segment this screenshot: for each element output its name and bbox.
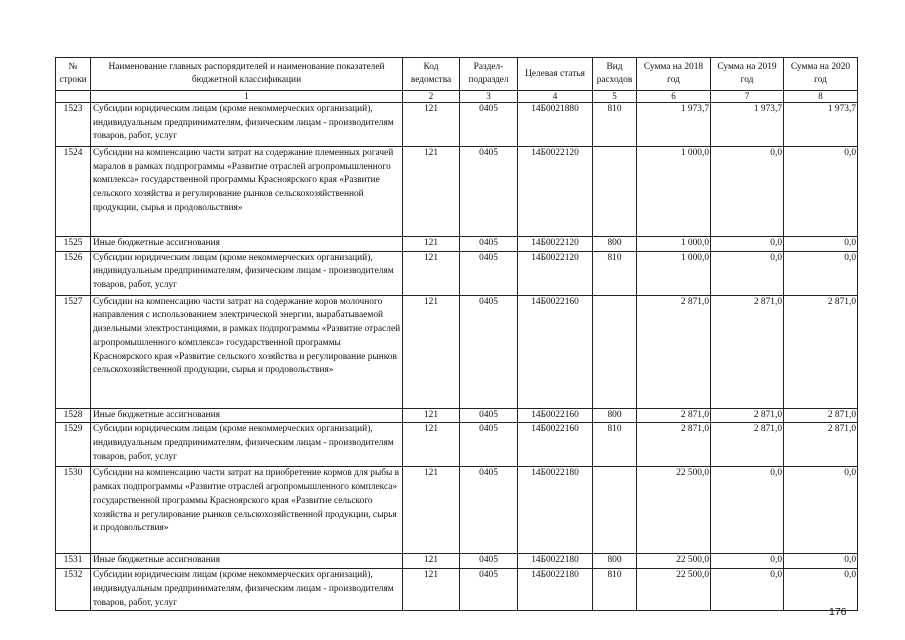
row-number-cell: 1530 xyxy=(56,467,91,554)
expense-type-cell xyxy=(593,467,637,554)
expense-type-cell xyxy=(593,295,637,408)
department-code-cell: 121 xyxy=(403,237,460,252)
expense-type-cell: 800 xyxy=(593,408,637,423)
row-name-cell: Иные бюджетные ассигнования xyxy=(91,408,403,423)
header-sum-2018: Сумма на 2018 год xyxy=(637,58,711,91)
sum-2020-cell: 1 973,7 xyxy=(784,103,858,147)
budget-table xyxy=(55,57,858,611)
header-section: Раздел-подраздел xyxy=(460,58,518,91)
department-code-cell: 121 xyxy=(403,569,460,611)
sum-2020-cell: 2 871,0 xyxy=(784,295,858,408)
section-code-cell: 0405 xyxy=(460,147,518,237)
header-sum-2019: Сумма на 2019 год xyxy=(711,58,784,91)
table-row xyxy=(56,467,858,554)
table-header-row xyxy=(56,58,858,91)
sum-2018-cell: 1 973,7 xyxy=(637,103,711,147)
row-number-cell: 1523 xyxy=(56,103,91,147)
header-expense-type: Вид расходов xyxy=(593,58,637,91)
department-code-cell: 121 xyxy=(403,423,460,467)
table-row xyxy=(56,251,858,295)
section-code-cell: 0405 xyxy=(460,423,518,467)
column-number-cell: 2 xyxy=(403,91,460,103)
table-row xyxy=(56,237,858,252)
row-number-cell: 1524 xyxy=(56,147,91,237)
target-article-cell: 14Б0022180 xyxy=(518,554,593,569)
sum-2019-cell: 0,0 xyxy=(711,467,784,554)
department-code-cell: 121 xyxy=(403,103,460,147)
row-number-cell: 1528 xyxy=(56,408,91,423)
table-row xyxy=(56,569,858,611)
sum-2019-cell: 2 871,0 xyxy=(711,408,784,423)
sum-2020-cell: 0,0 xyxy=(784,554,858,569)
row-number-cell: 1527 xyxy=(56,295,91,408)
table-row xyxy=(56,408,858,423)
row-number-cell: 1531 xyxy=(56,554,91,569)
sum-2020-cell: 0,0 xyxy=(784,569,858,611)
row-number-cell: 1526 xyxy=(56,251,91,295)
row-name-cell: Иные бюджетные ассигнования xyxy=(91,237,403,252)
expense-type-cell: 810 xyxy=(593,569,637,611)
department-code-cell: 121 xyxy=(403,408,460,423)
target-article-cell: 14Б0022180 xyxy=(518,569,593,611)
row-name-cell: Субсидии юридическим лицам (кроме некоммерческих организаций), индивидуальным предпринимателям, физическим лицам - производителям товаров, работ, услуг xyxy=(91,423,403,467)
section-code-cell: 0405 xyxy=(460,295,518,408)
header-name: Наименование главных распорядителей и наименование показателей бюджетной классификации xyxy=(91,58,403,91)
column-number-cell: 4 xyxy=(518,91,593,103)
sum-2018-cell: 1 000,0 xyxy=(637,237,711,252)
column-number-cell: 1 xyxy=(91,91,403,103)
sum-2018-cell: 22 500,0 xyxy=(637,467,711,554)
header-department-code: Код ведомства xyxy=(403,58,460,91)
sum-2019-cell: 0,0 xyxy=(711,147,784,237)
target-article-cell: 14Б0022120 xyxy=(518,147,593,237)
table-row xyxy=(56,103,858,147)
header-row-number: № строки xyxy=(56,58,91,91)
sum-2020-cell: 2 871,0 xyxy=(784,423,858,467)
sum-2018-cell: 22 500,0 xyxy=(637,569,711,611)
sum-2018-cell: 1 000,0 xyxy=(637,251,711,295)
column-number-cell: 5 xyxy=(593,91,637,103)
section-code-cell: 0405 xyxy=(460,467,518,554)
sum-2019-cell: 0,0 xyxy=(711,569,784,611)
column-number-cell: 7 xyxy=(711,91,784,103)
column-number-cell: 8 xyxy=(784,91,858,103)
row-name-cell: Субсидии юридическим лицам (кроме некоммерческих организаций), индивидуальным предпринимателям, физическим лицам - производителям товаров, работ, услуг xyxy=(91,569,403,611)
sum-2019-cell: 0,0 xyxy=(711,554,784,569)
section-code-cell: 0405 xyxy=(460,103,518,147)
expense-type-cell: 810 xyxy=(593,251,637,295)
sum-2020-cell: 0,0 xyxy=(784,147,858,237)
expense-type-cell xyxy=(593,147,637,237)
department-code-cell: 121 xyxy=(403,147,460,237)
budget-table-sheet xyxy=(55,57,858,611)
expense-type-cell: 810 xyxy=(593,103,637,147)
section-code-cell: 0405 xyxy=(460,237,518,252)
column-number-row xyxy=(56,91,858,103)
expense-type-cell: 810 xyxy=(593,423,637,467)
department-code-cell: 121 xyxy=(403,251,460,295)
row-number-cell: 1532 xyxy=(56,569,91,611)
row-number-cell: 1525 xyxy=(56,237,91,252)
target-article-cell: 14Б0022160 xyxy=(518,408,593,423)
column-number-cell: 6 xyxy=(637,91,711,103)
page-number: 176 xyxy=(829,606,847,618)
row-name-cell: Субсидии на компенсацию части затрат на содержание коров молочного направления с использованием электрической энергии, вырабатываемой дизельными электростанциями, в рамках подпрограммы «Развитие отраслей агропромышленного комплекса» государственной программы Красноярского края «Развитие сельского хозяйства и регулирование рынков сельскохозяйственной продукции, сырья и продовольствия» xyxy=(91,295,403,408)
sum-2020-cell: 2 871,0 xyxy=(784,408,858,423)
sum-2020-cell: 0,0 xyxy=(784,467,858,554)
table-row xyxy=(56,554,858,569)
row-name-cell: Субсидии на компенсацию части затрат на содержание племенных рогачей маралов в рамках подпрограммы «Развитие отраслей агропромышленного комплекса» государственной программы Красноярского края «Развитие сельского хозяйства и регулирование рынков сельскохозяйственной продукции, сырья и продовольствия» xyxy=(91,147,403,237)
sum-2018-cell: 2 871,0 xyxy=(637,423,711,467)
table-row xyxy=(56,295,858,408)
sum-2019-cell: 0,0 xyxy=(711,251,784,295)
target-article-cell: 14Б0022120 xyxy=(518,237,593,252)
expense-type-cell: 800 xyxy=(593,237,637,252)
target-article-cell: 14Б0022120 xyxy=(518,251,593,295)
row-name-cell: Субсидии на компенсацию части затрат на приобретение кормов для рыбы в рамках подпрограммы «Развитие отраслей агропромышленного комплекса» государственной программы Красноярского края «Развитие сельского хозяйства и регулирование рынков сельскохозяйственной продукции, сырья и продовольствия» xyxy=(91,467,403,554)
expense-type-cell: 800 xyxy=(593,554,637,569)
sum-2018-cell: 2 871,0 xyxy=(637,408,711,423)
department-code-cell: 121 xyxy=(403,554,460,569)
row-number-cell: 1529 xyxy=(56,423,91,467)
sum-2018-cell: 1 000,0 xyxy=(637,147,711,237)
target-article-cell: 14Б0022180 xyxy=(518,467,593,554)
sum-2019-cell: 1 973,7 xyxy=(711,103,784,147)
row-name-cell: Субсидии юридическим лицам (кроме некоммерческих организаций), индивидуальным предпринимателям, физическим лицам - производителям товаров, работ, услуг xyxy=(91,251,403,295)
sum-2019-cell: 2 871,0 xyxy=(711,423,784,467)
row-name-cell: Субсидии юридическим лицам (кроме некоммерческих организаций), индивидуальным предпринимателям, физическим лицам - производителям товаров, работ, услуг xyxy=(91,103,403,147)
table-row xyxy=(56,423,858,467)
department-code-cell: 121 xyxy=(403,467,460,554)
target-article-cell: 14Б0022160 xyxy=(518,423,593,467)
section-code-cell: 0405 xyxy=(460,251,518,295)
section-code-cell: 0405 xyxy=(460,554,518,569)
sum-2020-cell: 0,0 xyxy=(784,251,858,295)
table-body xyxy=(56,103,858,611)
department-code-cell: 121 xyxy=(403,295,460,408)
sum-2018-cell: 22 500,0 xyxy=(637,554,711,569)
sum-2019-cell: 2 871,0 xyxy=(711,295,784,408)
target-article-cell: 14Б0021880 xyxy=(518,103,593,147)
sum-2019-cell: 0,0 xyxy=(711,237,784,252)
sum-2018-cell: 2 871,0 xyxy=(637,295,711,408)
column-number-cell xyxy=(56,91,91,103)
section-code-cell: 0405 xyxy=(460,569,518,611)
row-name-cell: Иные бюджетные ассигнования xyxy=(91,554,403,569)
sum-2020-cell: 0,0 xyxy=(784,237,858,252)
target-article-cell: 14Б0022160 xyxy=(518,295,593,408)
column-number-cell: 3 xyxy=(460,91,518,103)
table-row xyxy=(56,147,858,237)
header-sum-2020: Сумма на 2020 год xyxy=(784,58,858,91)
header-target-article: Целевая статья xyxy=(518,58,593,91)
section-code-cell: 0405 xyxy=(460,408,518,423)
